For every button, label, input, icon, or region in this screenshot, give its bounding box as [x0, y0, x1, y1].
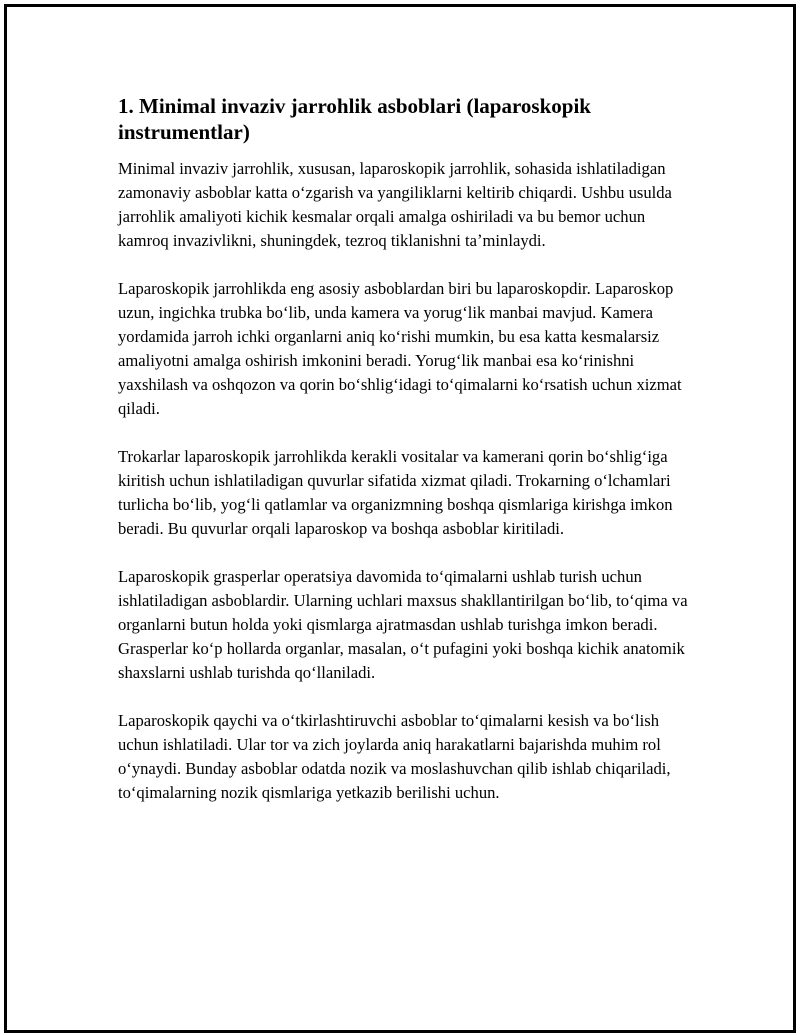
section-heading: 1. Minimal invaziv jarrohlik asboblari (laparoskopik instrumentlar) [118, 94, 591, 144]
paragraph-trocars: Trokarlar laparoskopik jarrohlikda kerakli vositalar va kamerani qorin boʻshligʻiga kiritish uchun ishlatiladigan quvurlar sifatida xizmat qiladi. Trokarning oʻlchamlari turlicha boʻlib, yogʻli qatlamlar va organizmning boshqa qismlariga kirishga imkon beradi. Bu quvurlar orqali laparoskop va boshqa asboblar kiritiladi. [118, 447, 673, 538]
document-body [118, 93, 698, 829]
paragraph-graspers: Laparoskopik grasperlar operatsiya davomida toʻqimalarni ushlab turish uchun ishlatiladigan asboblardir. Ularning uchlari maxsus shakllantirilgan boʻlib, toʻqima va organlarni butun holda yoki qismlarga ajratmasdan ushlab turishga imkon beradi. Grasperlar koʻp hollarda organlar, masalan, oʻt pufagini yoki boshqa kichik anatomik shaxslarni ushlab turishda qoʻllaniladi. [118, 567, 688, 682]
paragraph-scissors: Laparoskopik qaychi va oʻtkirlashtiruvchi asboblar toʻqimalarni kesish va boʻlish uchun ishlatiladi. Ular tor va zich joylarda aniq harakatlarni bajarishda muhim rol oʻynaydi. Bunday asboblar odatda nozik va moslashuvchan qilib ishlab chiqariladi, toʻqimalarning nozik qismlariga yetkazib berilishi uchun. [118, 711, 671, 802]
paragraph-laparoscope: Laparoskopik jarrohlikda eng asosiy asboblardan biri bu laparoskopdir. Laparoskop uzun, ingichka trubka boʻlib, unda kamera va yorugʻlik manbai mavjud. Kamera yordamida jarroh ichki organlarni aniq koʻrishi mumkin, bu esa katta kesmalarsiz amaliyotni amalga oshirish imkonini beradi. Yorugʻlik manbai esa koʻrinishni yaxshilash va oshqozon va qorin boʻshligʻidagi toʻqimalarni koʻrsatish uchun xizmat qiladi. [118, 279, 682, 418]
paragraph-intro: Minimal invaziv jarrohlik, xususan, laparoskopik jarrohlik, sohasida ishlatiladigan zamonaviy asboblar katta oʻzgarish va yangiliklarni keltirib chiqardi. Ushbu usulda jarrohlik amaliyoti kichik kesmalar orqali amalga oshiriladi va bu bemor uchun kamroq invazivlikni, shuningdek, tezroq tiklanishni taʼminlaydi. [118, 159, 672, 250]
